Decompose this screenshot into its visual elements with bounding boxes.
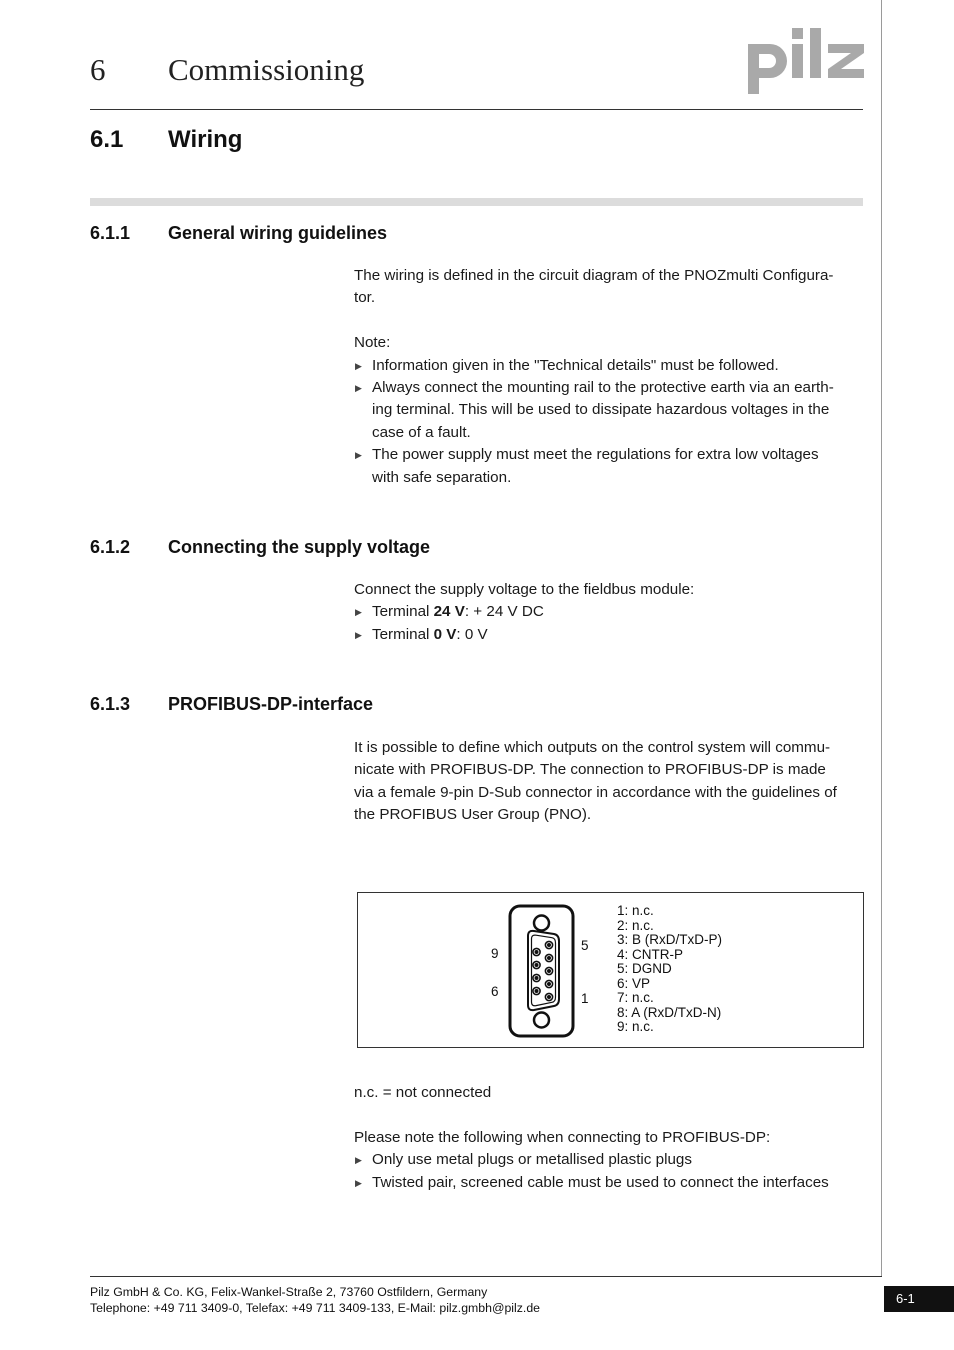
pin-label-5: 5 bbox=[581, 938, 589, 953]
subsection-number: 6.1.3 bbox=[90, 694, 131, 714]
list-item: ▶ Only use metal plugs or metallised plastic plugs bbox=[354, 1149, 864, 1171]
body-line: nicate with PROFIBUS-DP. The connection to PROFIBUS-DP is made bbox=[354, 761, 826, 779]
triangle-bullet-icon: ▶ bbox=[355, 1177, 362, 1188]
margin-rule bbox=[881, 0, 882, 1276]
triangle-bullet-icon: ▶ bbox=[355, 383, 362, 394]
page-number: 6-1 bbox=[896, 1291, 915, 1306]
header-rule bbox=[90, 109, 863, 110]
triangle-bullet-icon: ▶ bbox=[355, 450, 362, 461]
body-line: Please note the following when connecting to PROFIBUS-DP: bbox=[354, 1128, 771, 1146]
page-number-badge bbox=[884, 1286, 954, 1312]
body-line: tor. bbox=[354, 289, 376, 307]
pin-assignment-list bbox=[617, 904, 722, 1035]
body-line: It is possible to define which outputs on the control system will commu- bbox=[354, 739, 831, 756]
pin-assignment: 2: n.c. bbox=[617, 917, 654, 933]
pin-label-1: 1 bbox=[581, 991, 589, 1006]
list-item: ▶ Terminal 0 V: 0 V bbox=[354, 624, 864, 646]
body-line: via a female 9-pin D-Sub connector in accordance with the guidelines of bbox=[354, 783, 837, 801]
triangle-bullet-icon: ▶ bbox=[355, 1155, 362, 1166]
dsub-connector-icon bbox=[358, 893, 863, 1047]
list-item: ▶ The power supply must meet the regulations for extra low voltages with safe separation. bbox=[355, 446, 819, 486]
list-item: ▶ Information given in the "Technical details" must be followed. bbox=[354, 355, 864, 377]
body-line: Connect the supply voltage to the fieldbus module: bbox=[354, 581, 695, 598]
chapter-number: 6 bbox=[90, 52, 106, 87]
list-item: ▶ Terminal 24 V: + 24 V DC bbox=[354, 601, 864, 623]
profibus-note-list bbox=[354, 1149, 864, 1194]
pin-assignment: 3: B (RxD/TxD-P) bbox=[617, 932, 723, 947]
pin-assignment: 1: n.c. bbox=[617, 903, 654, 918]
section-number: 6.1 bbox=[90, 126, 124, 153]
profibus-notes-body bbox=[354, 1082, 864, 1194]
pin-assignment: 7: n.c. bbox=[617, 990, 654, 1005]
subsection-title: Connecting the supply voltage bbox=[168, 537, 431, 557]
subsection-title: General wiring guidelines bbox=[168, 223, 388, 243]
triangle-bullet-icon: ▶ bbox=[355, 607, 362, 618]
terminal-name: 24 V bbox=[433, 603, 465, 621]
body-line: the PROFIBUS User Group (PNO). bbox=[354, 806, 592, 824]
list-item: ▶ Twisted pair, screened cable must be used to connect the interfaces bbox=[354, 1172, 864, 1194]
footer-rule bbox=[90, 1276, 882, 1277]
triangle-bullet-icon: ▶ bbox=[355, 629, 362, 640]
body-line: The wiring is defined in the circuit diagram of the PNOZmulti Configura- bbox=[354, 267, 834, 284]
note-list bbox=[354, 355, 864, 489]
profibus-body bbox=[354, 737, 864, 827]
pin-label-9: 9 bbox=[491, 946, 499, 961]
note-label: Note: bbox=[354, 334, 391, 352]
chapter-title: Commissioning bbox=[168, 52, 365, 87]
pin-assignment: 4: CNTR-P bbox=[617, 946, 684, 962]
subsection-number: 6.1.1 bbox=[90, 223, 131, 243]
list-item: ▶ Always connect the mounting rail to the protective earth via an earth- ing terminal. This will be used to dissipate hazardous voltages in the case of a fault. bbox=[355, 379, 834, 441]
general-wiring-body bbox=[354, 265, 864, 489]
footer-address bbox=[90, 1284, 540, 1316]
section-title: Wiring bbox=[168, 126, 243, 153]
section-band bbox=[90, 198, 863, 206]
dsub-pinout-figure bbox=[357, 892, 864, 1048]
pilz-logo bbox=[748, 26, 864, 94]
triangle-bullet-icon: ▶ bbox=[355, 360, 362, 371]
terminal-list bbox=[354, 601, 864, 646]
supply-voltage-body bbox=[354, 579, 864, 646]
terminal-name: 0 V bbox=[433, 625, 457, 643]
subsection-title: PROFIBUS-DP-interface bbox=[168, 694, 374, 714]
pin-assignment: 9: n.c. bbox=[617, 1019, 654, 1034]
pin-assignment: 5: DGND bbox=[617, 961, 672, 976]
footer-line: Telephone: +49 711 3409-0, Telefax: +49 711 3409-133, E-Mail: pilz.gmbh@pilz.de bbox=[90, 1301, 541, 1315]
nc-note: n.c. = not connected bbox=[354, 1084, 492, 1101]
pin-assignment: 8: A (RxD/TxD-N) bbox=[617, 1004, 722, 1020]
pin-label-6: 6 bbox=[491, 984, 499, 999]
footer-line: Pilz GmbH & Co. KG, Felix-Wankel-Straße 2, 73760 Ostfildern, Germany bbox=[90, 1285, 488, 1299]
pin-assignment: 6: VP bbox=[617, 975, 651, 991]
subsection-number: 6.1.2 bbox=[90, 537, 131, 557]
